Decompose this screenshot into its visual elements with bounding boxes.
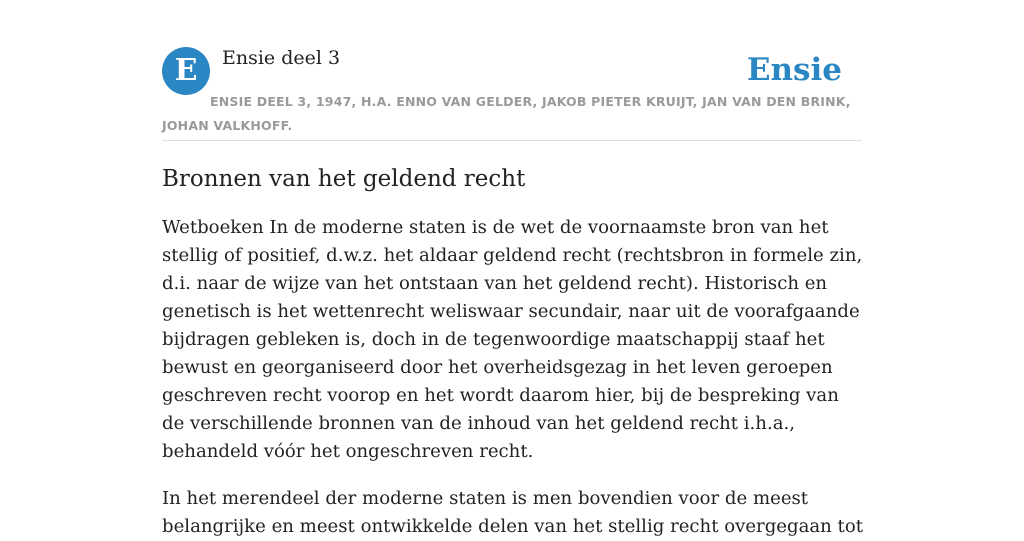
article-title: Bronnen van het geldend recht	[162, 166, 526, 192]
source-title[interactable]: Ensie deel 3	[222, 47, 341, 69]
brand-logo[interactable]: Ensie	[746, 52, 842, 88]
ensie-logo-badge[interactable]: E	[162, 47, 210, 95]
source-meta: ENSIE DEEL 3, 1947, H.A. ENNO VAN GELDER, JAKOB PIETER KRUIJT, JAN VAN DEN BRINK, JOHAN VALKHOFF.	[162, 94, 851, 133]
article	[162, 162, 864, 541]
article-paragraph: In het merendeel der moderne staten is men bovendien voor de meest belangrijke en meest ontwikkelde delen van het stellig recht overgegaan tot	[162, 488, 863, 537]
article-paragraph: Wetboeken In de moderne staten is de wet de voornaamste bron van het stellig of positief, d.w.z. het aldaar geldend recht (rechtsbron in formele zin, d.i. naar de wijze van het ontstaan van het geldend recht). Historisch en genetisch is het wettenrecht weliswaar secundair, naar uit de voorafgaande bijdragen gebleken is, doch in de tegenwoordige maatschappij staaf het bewust en georganiseerd door het overheidsgezag in het leven geroepen geschreven recht voorop en het wordt daarom hier, bij de bespreking van de verschillende bronnen van de inhoud van het geldend recht i.h.a., behandeld vóór het ongeschreven recht.	[162, 217, 863, 462]
header	[162, 46, 862, 141]
